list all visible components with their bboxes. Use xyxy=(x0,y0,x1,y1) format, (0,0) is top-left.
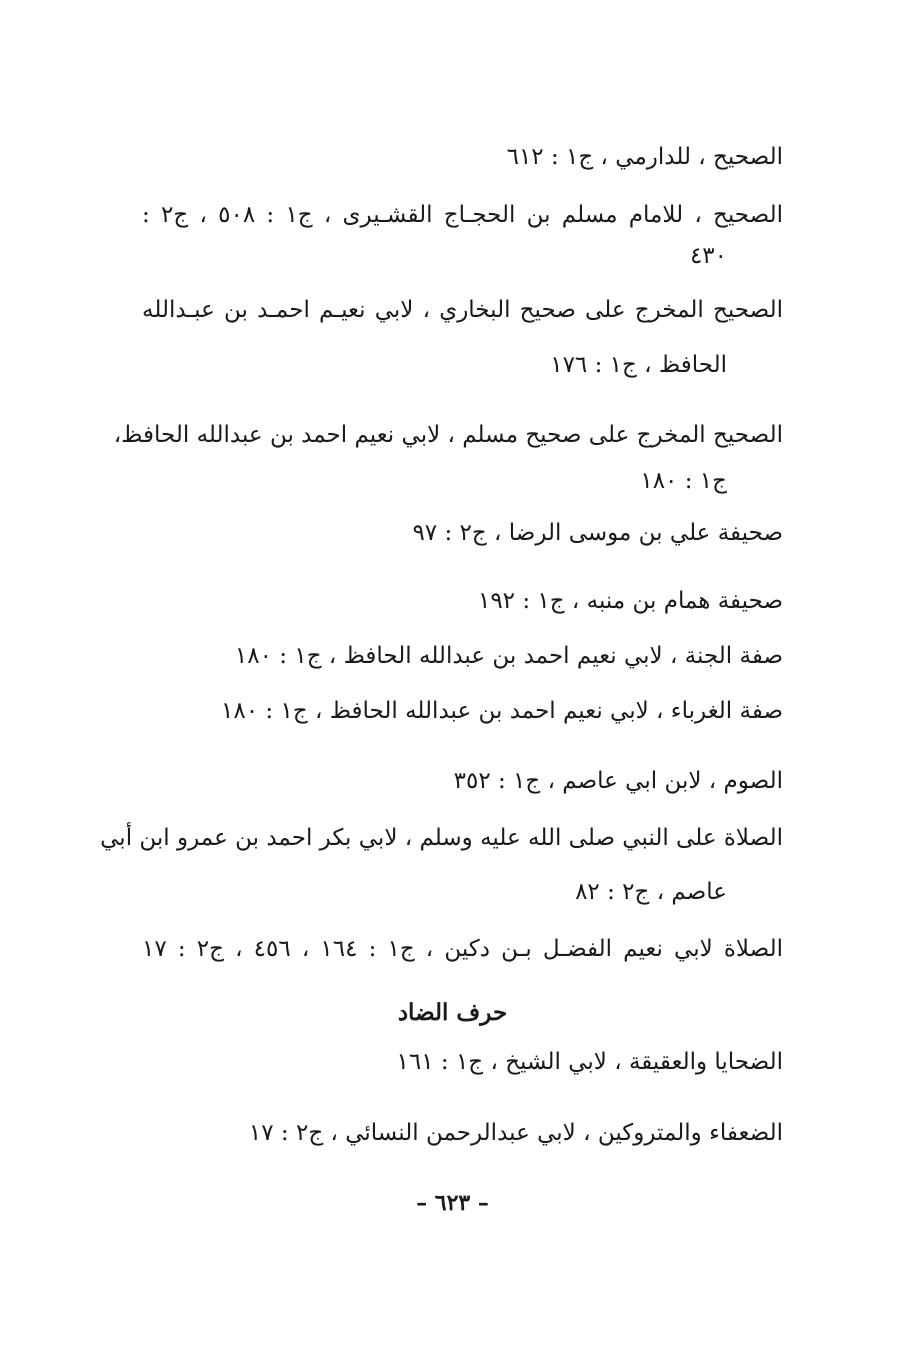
entry-darimi: الصحيح ، للدارمي ، ج١ : ٦١٢ xyxy=(506,144,783,170)
page-number: – ٦٢٣ – xyxy=(416,1190,489,1216)
entry-mustakhraj-bukhari: الصحيح المخرج على صحيح البخاري ، لابي نعيـم احمـد بن عبـدالله xyxy=(142,297,783,323)
entry-sifat-al-janna: صفة الجنة ، لابي نعيم احمد بن عبدالله الحافظ ، ج١ : ١٨٠ xyxy=(234,643,783,669)
entry-mustakhraj-bukhari-continuation: الحافظ ، ج١ : ١٧٦ xyxy=(550,352,727,378)
entry-mustakhraj-muslim-continuation: ج١ : ١٨٠ xyxy=(640,468,727,494)
entry-al-dahaya: الضحايا والعقيقة ، لابي الشيخ ، ج١ : ١٦١ xyxy=(396,1049,783,1075)
entry-al-duafa: الضعفاء والمتروكين ، لابي عبدالرحمن النسائي ، ج٢ : ١٧ xyxy=(248,1120,783,1146)
entry-sahifa-ali-rida: صحيفة علي بن موسى الرضا ، ج٢ : ٩٧ xyxy=(412,520,783,546)
entry-mustakhraj-muslim: الصحيح المخرج على صحيح مسلم ، لابي نعيم احمد بن عبدالله الحافظ، xyxy=(113,422,783,448)
section-heading: حرف الضاد xyxy=(397,999,508,1026)
entry-muslim-continuation: ٤٣٠ xyxy=(689,243,727,269)
entry-sahifa-hammam: صحيفة همام بن منبه ، ج١ : ١٩٢ xyxy=(477,588,783,614)
entry-al-salat-ala-al-nabi: الصلاة على النبي صلى الله عليه وسلم ، لابي بكر احمد بن عمرو ابن أبي xyxy=(100,825,783,851)
entry-al-salat-abu-nuaym: الصلاة لابي نعيم الفضـل بـن دكين ، ج١ : ١٦٤ ، ٤٥٦ ، ج٢ : ١٧ xyxy=(142,936,783,962)
entry-muslim: الصحيح ، للامام مسلم بن الحجـاج القشـيرى ، ج١ : ٥٠٨ ، ج٢ : xyxy=(142,202,784,228)
entry-al-sawm: الصوم ، لابن ابي عاصم ، ج١ : ٣٥٢ xyxy=(453,768,783,794)
entry-sifat-al-ghuraba: صفة الغرباء ، لابي نعيم احمد بن عبدالله الحافظ ، ج١ : ١٨٠ xyxy=(221,698,783,724)
entry-al-salat-ala-al-nabi-continuation: عاصم ، ج٢ : ٨٢ xyxy=(575,879,727,905)
